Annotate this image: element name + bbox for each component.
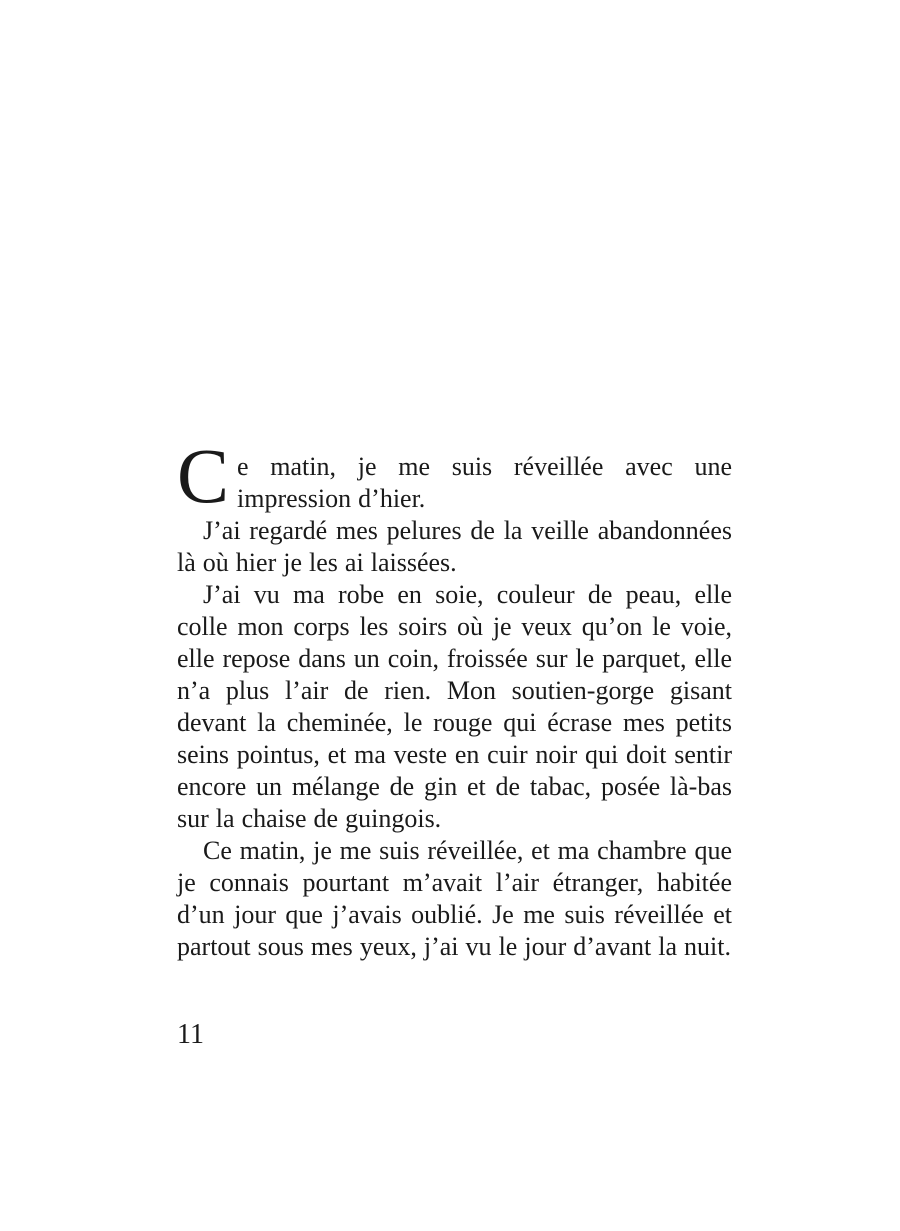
paragraph: Ce matin, je me suis réveillée, et ma chambre que je connais pourtant m’avait l’air étranger, habitée d’un jour que j’avais oublié. Je me suis réveillée et partout sous mes yeux, j’ai vu le jour d’avant la nuit. [177,836,732,961]
page-number: 11 [177,1019,204,1050]
paragraph-opening [177,432,732,519]
drop-cap-letter: C [177,432,230,519]
text-block [177,432,732,963]
paragraph: J’ai vu ma robe en soie, couleur de peau, elle colle mon corps les soirs où je veux qu’on le voie, elle repose dans un coin, froissée sur le parquet, elle n’a plus l’air de rien. Mon soutien-gorge gisant devant la cheminée, le rouge qui écrase mes petits seins pointus, et ma veste en cuir noir qui doit sentir encore un mélange de gin et de tabac, posée là-bas sur la chaise de guingois. [177,580,732,833]
paragraph-text: e matin, je me suis réveillée avec une impression d’hier. [237,452,732,513]
paragraph: J’ai regardé mes pelures de la veille abandonnées là où hier je les ai laissées. [177,516,732,577]
